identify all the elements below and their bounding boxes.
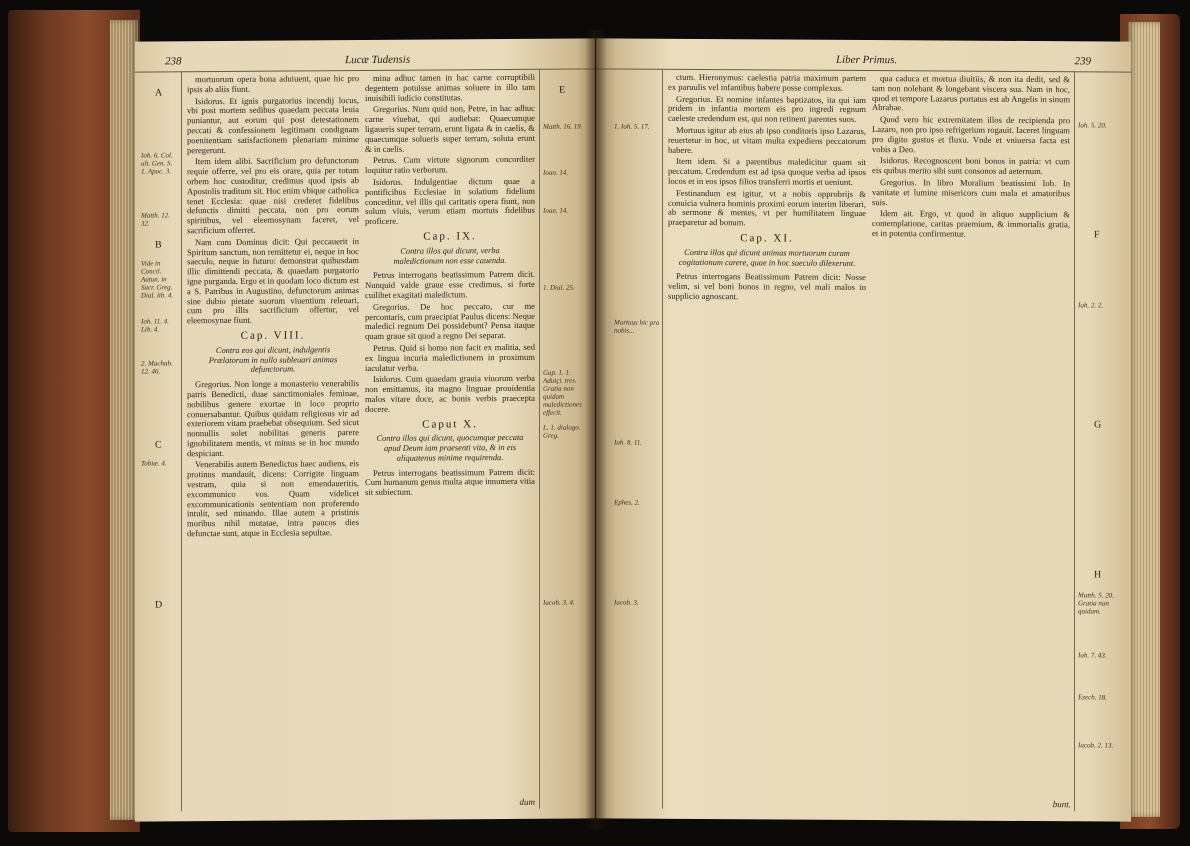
left-running-title: Lucæ Tudensis [345,53,411,67]
paragraph: Idem ait. Ergo, vt quod in aliquo supplicium & contemplatione, caritas praemium, & immortalis gratia, et in potentia confirmentur. [872,208,1070,239]
right-inner-margin [614,78,662,798]
paragraph: Gregorius. Non longe a monasterio venerabilis patris Benedicti, duae sanctimoniales feminae, nobilibus genere exortae in loco proprio conuersabantur. Quibus quidam religiosus vir ad exteriorem vitam praebebat obsequium. Sed sicut nonnullis solet nobilitas generis parere ignobilitatem mentis, vt minus se in hoc mundo despiciant. [187,378,359,458]
paragraph: Petrus interrogans Beatissimum Patrem dicit: Nosse velim, si vel boni bonos in regno, vel mali malos in supplicio agnoscant. [668,271,866,302]
left-running-head [135,52,595,72]
left-column-2 [365,73,535,794]
paragraph: ctum. Hieronymus: caelestia patria maximum partem ex paruulis vel infantibus habere posse complexus. [668,71,866,93]
margin-note: Vide in Concil. Autun. in Sacr. Greg. Dial. lib. 4. [141,259,174,300]
paragraph: mortuorum opera bona aduiuent, quae hic pro ipsis ab aliis fiunt. [187,73,359,95]
chapter-summary: Contra illos qui dicunt, verba maledictionum non esse cauenda. [393,245,507,266]
chapter-summary: Contra eos qui dicunt, indulgentis Prælatorum in nullo subleuari animas defunctorum. [208,344,338,375]
paragraph: mina adhuc tamen in hac carne corruptibili degentem potuisse animas soluere in illo tam inuisibili iudicio constitutas. [365,71,535,103]
margin-note: Ephes. 2. [614,498,640,507]
side-letter: H [1094,569,1102,581]
paragraph: Item idem alibi. Sacrificium pro defunctorum requie offerre, vel pro eis orare, quia per totum orbem hoc custoditur, credimus quod ipsis ab Apostolis traditum sit. Hoc enim vbique catholica tenet Ecclesia: quae nisi crederet fidelibus defunctis dimitti peccata, non pro eorum spiritibus, vel eleemosynam faceret, vel sacrificium offerret. [187,155,359,236]
margin-note: Ioh. 11. 4. Lib. 4. [141,317,170,334]
chapter-heading: Caput X. [422,417,478,431]
left-page [135,38,595,821]
paragraph: Gregorius. In libro Moralium beatissimi Iob. In vanitate et lumine misericors cum mala et amatoribus suis. [872,177,1070,207]
margin-note: Ioh. 5. 20. [1078,121,1107,130]
margin-note: Iacob. 2. 13. [1078,741,1114,750]
margin-note: Gap. 1. 1. Aduiçi. tres. Gratia non quidam maledictiones effecit. [543,368,582,417]
paragraph: Isidorus. Et ignis purgatorius incendij locus, vbi post mortem sedibus quaedam peccata leuia puniantur, aut eorum qui post detestationem peccati & confessionem legitimam condignam poenitentiam satisfactionem plenariam minime peregerunt. [187,94,359,155]
paragraph: Item idem. Si a parentibus maledicitur quam sit peccatum. Credendum est ad ipsa quoque verba ad ipsos locos et in eos ipsos filios transferri mortis et ueniunt. [668,156,866,187]
margin-note: Ezech. 18. [1078,693,1107,702]
left-outer-margin [141,81,179,801]
right-column-1 [668,73,866,794]
paragraph: Petrus. Quid si homo non facit ex malitia, sed ex lingua incuria maledictionem in proximum iaculatur verba. [365,341,535,373]
margin-note: Matth. 5. 20. Gratia non quidam. [1078,591,1114,616]
margin-note: 1. Dial. 25. [543,283,575,292]
left-inner-margin [543,78,591,798]
book-gutter [585,30,607,830]
margin-note: Ioan. 14. [543,168,569,177]
side-letter: B [155,239,162,251]
right-inner-rule [662,69,663,809]
chapter-heading: Cap. IX. [423,230,477,243]
margin-note: Matth. 16. 19. [543,122,583,131]
catchword: dum [519,796,535,807]
margin-note: Matth. 12. 32. [141,211,170,228]
left-page-edges [110,20,138,820]
paragraph: Gregorius. Et nomine infantes baptizatos, ita qui iam pridem in infantia mortem eis pro ingredi regnum caeleste credendum est, qui non retinent parentes suos. [668,93,866,125]
right-outer-margin [1078,81,1126,801]
right-page [596,38,1131,821]
margin-note: Ioh. 6. Col. ult. Gen. S. 1. Apoc. 3. [141,151,173,176]
paragraph: Quod vero hic extremitatem illos de recipienda pro Lazaro, non pro ipso refrigerium rogauit. Iaceret linguam pro digito gustus et fluxu. Vnde et vniuersa facta est vobis a Deo. [872,114,1070,154]
paragraph: Gregorius. Num quid non, Petre, in hac adhuc carne viuebat, qui audiebat: Quaecumque ligaueris super terram, erunt ligata & in caelis, & quaecumque solueris super terram, soluta erunt & in caelis. [365,103,535,154]
left-page-number: 238 [165,55,182,68]
paragraph: Gregorius. De hoc peccato, cur me percontaris, cum praecipiat Paulus dicens: Neque maledici regnum Dei possidebunt? Pensa itaque quam graue sit quod a regno Dei separat. [365,300,535,342]
paragraph: Petrus interrogans beatissimum Patrem dicit: Cum humanum genus multa atque innumera vitia sit subiectum. [365,466,535,498]
right-running-head [596,52,1131,72]
catchword: bunt. [1052,799,1071,810]
paragraph: Isidorus. Indulgentiae dictum quae a pontificibus Ecclesiae in solatium fidelium conceditur, vel illis qui caritatis opera fiunt, non solum viuis, verum etiam mortuis fidelibus proficere. [365,175,535,227]
paragraph: qua caduca et mortua diuitiis, & non ita dedit, sed & tam non nolebant & longebant viscera sua. Nam in hoc, quod et tempore Lazarus portatus est ab Angelis in sinum Abrahae. [872,73,1070,113]
left-margin-rule [181,71,182,811]
side-letter: D [155,599,163,611]
right-outer-rule [1074,71,1075,811]
side-letter: C [155,439,162,451]
side-letter: G [1094,419,1102,431]
side-letter: E [559,84,566,96]
paragraph: Venerabilis autem Benedictus haec audiens, eis protinus mandauit, dicens: Corrigite linguam vestram, quia si non emendaueritis, excommunico vos. Quam videlicet excommunicationis sententiam non proferendo intulit, sed minando. Illae autem a pristinis moribus nihil mutatae, intra paucos dies defunctae sunt, atque in Ecclesia sepultae. [187,458,359,539]
chapter-summary: Contra illos qui dicunt, quocumque peccata apud Deum iam praesenti vita, & in eis aliquatenus minime requirenda. [376,433,524,463]
chapter-heading: Cap. VIII. [240,329,306,342]
paragraph: Petrus interrogans beatissimum Patrem dicit. Nunquid valde graue esse credimus, si forte cuilibet exagitati maledictum. [365,269,535,300]
left-column-1 [187,74,359,795]
paragraph: Mortuus igitur ab eius ab ipso conditoris ipso Lazarus, reuertetur in hoc, ut vitam multa expediens peccatorum habere. [668,124,866,155]
margin-note: L. 1. dialogo. Greg. [543,423,581,440]
margin-note: Iacob. 3. 4. [543,598,575,607]
margin-note: 1. Ioh. 5. 17. [614,122,650,131]
right-running-title: Liber Primus. [836,53,898,67]
paragraph: Nam cum Dominus dicit: Qui peccauerit in Spiritum sanctum, non remittetur ei, neque in hoc saeculo, neque in futuro: demonstrat quibusdam illic dimittendi peccata, & quaedam purgatorio igne purganda. Ergo et in quodam loco dictum est a S. Patribus in Augustino, defunctorum animas sine dubio pietate suorum viuentium releuari, cum pro illis sacrificium offertur, vel eleemosynae fiunt. [187,235,359,326]
right-page-number: 239 [1074,55,1091,68]
right-page-edges [1128,22,1160,817]
paragraph: Festinandum est igitur, vt a nobis opprobrijs & conuicia vulnera hominis proximi eorum interim liberari, ab sermone & mentes, vt per humilitatem linguae praeparetur ad bonum. [668,187,866,228]
side-letter: F [1094,229,1100,241]
paragraph: Isidorus. Cum quaedam grauia viuorum verba non emittamus, ita magno linguae prouidentia malos vitare doce, ac bonis verbis praecepta docere. [365,373,535,414]
margin-note: Tobiæ. 4. [141,459,167,468]
chapter-heading: Cap. XI. [740,232,794,245]
margin-note: 2. Machab. 12. 46. [141,359,173,376]
margin-note: Mortuus hic pro nobis... [614,318,660,335]
paragraph: Isidorus. Recognoscent boni bonos in patria: vt cum eis quibus merito sibi sunt consonos ad aeternum. [872,155,1070,177]
margin-note: Ioh. 8. 11. [614,438,643,447]
chapter-summary: Contra illos qui dicunt animas mortuorum curam cogitationum carere, quae in hoc saeculo dilexerunt. [678,247,856,268]
margin-note: Ioh. 7. 43. [1078,651,1107,660]
left-inner-rule [539,69,540,809]
paragraph: Petrus. Cum virtute signorum concorditer loquitur ratio verborum. [365,154,535,176]
margin-note: Ioh. 2. 2. [1078,301,1104,310]
margin-note: Iacob. 3. [614,598,639,607]
side-letter: A [155,87,163,99]
margin-note: Ioan. 14. [543,206,569,215]
right-column-2 [872,74,1070,795]
